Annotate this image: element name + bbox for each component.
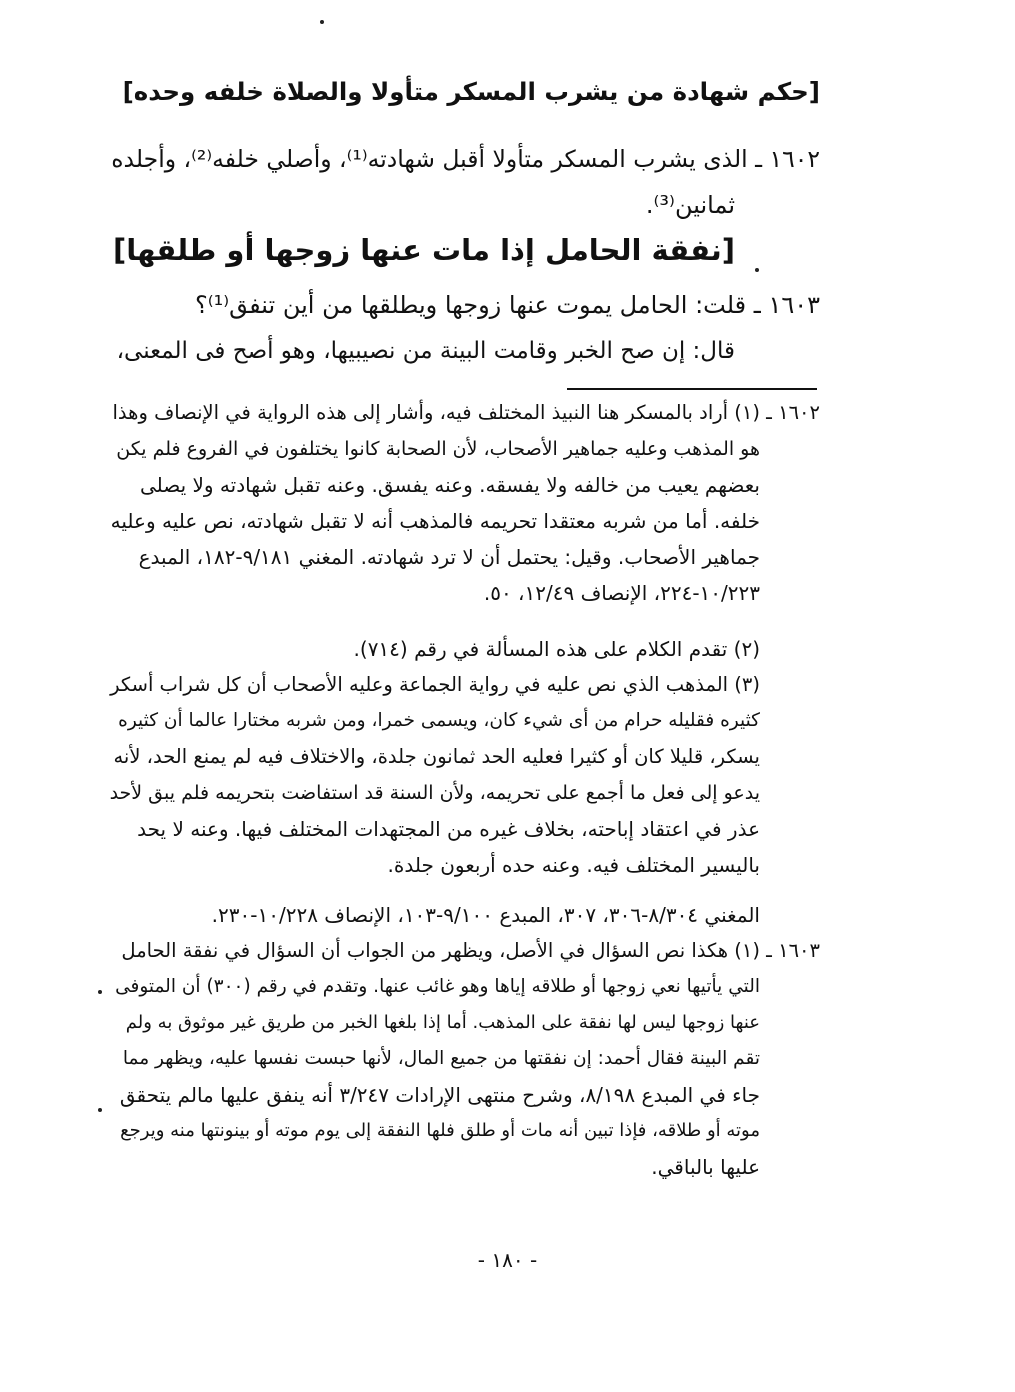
footnote-line: ١٠/٢٢٣-٢٢٤، الإنصاف ١٢/٤٩، ٥٠. xyxy=(483,581,760,605)
paragraph-1603-line-1: ١٦٠٣ ـ قلت: الحامل يموت عنها زوجها ويطلقها من أين تنفق⁽¹⁾؟ xyxy=(194,291,820,319)
footnote-line: عذر في اعتقاد إباحته، بخلاف غيره من المجتهدات المختلف فيها. وعنه لا يحد xyxy=(137,817,760,841)
footnote-line: (٢) تقدم الكلام على هذه المسألة في رقم (٧١٤). xyxy=(353,637,760,661)
scan-speck xyxy=(98,1108,102,1112)
paragraph-1602-line-1: ١٦٠٢ ـ الذى يشرب المسكر متأولا أقبل شهادته⁽¹⁾، وأصلي خلفه⁽²⁾، وأجلده xyxy=(111,145,820,173)
section-heading-witness-drinker: [حكم شهادة من يشرب المسكر متأولا والصلاة خلفه وحده] xyxy=(122,77,820,106)
footnote-line: جاء في المبدع ٨/١٩٨، وشرح منتهى الإرادات ٣/٢٤٧ أنه ينفق عليها مالم يتحقق xyxy=(119,1083,760,1107)
footnote-line: تقم البينة فقال أحمد: إن نفقتها من جميع المال، لأنها حبست نفسها عليه، ويظهر مما xyxy=(122,1048,760,1069)
footnote-line: موته أو طلاقه، فإذا تبين أنه مات أو طلق فلها النفقة إلى يوم موته أو بينونتها منه ويرجع xyxy=(120,1120,760,1141)
scan-speck xyxy=(320,20,324,24)
footnote-line: ١٦٠٢ ـ (١) أراد بالمسكر هنا النبيذ المختلف فيه، وأشار إلى هذه الرواية في الإنصاف وهذا xyxy=(112,401,820,424)
footnote-line: باليسير المختلف فيه. وعنه حده أربعون جلدة. xyxy=(387,853,760,877)
footnote-line: عنها زوجها ليس لها نفقة على المذهب. أما إذا بلغها الخبر من طريق غير موثوق به ولم xyxy=(125,1012,760,1033)
footnote-line: (٣) المذهب الذي نص عليه في رواية الجماعة وعليه الأصحاب أن كل شراب أسكر xyxy=(110,673,760,696)
footnote-line: خلفه. أما من شربه معتقدا تحريمه فالمذهب أنه لا تقبل شهادته، نص عليه وعليه xyxy=(110,509,760,533)
scan-speck xyxy=(98,990,102,994)
footnote-line: ١٦٠٣ ـ (١) هكذا نص السؤال في الأصل، ويظهر من الجواب أن السؤال في نفقة الحامل xyxy=(121,939,820,962)
footnote-line: التي يأتيها نعي زوجها أو طلاقه إياها وهو غائب عنها. وتقدم في رقم (٣٠٠) أن المتوفى xyxy=(115,976,760,997)
footnote-line: هو المذهب وعليه جماهير الأصحاب، لأن الصحابة كانوا يختلفون في الفروع فلم يكن xyxy=(116,438,760,460)
page-number: - ١٨٠ - xyxy=(477,1248,538,1272)
scan-speck xyxy=(755,268,759,272)
paragraph-1603-line-2: قال: إن صح الخبر وقامت البينة من نصيبيها، وهو أصح فى المعنى، xyxy=(116,338,735,364)
footnote-line: المغني ٨/٣٠٤-٣٠٦، ٣٠٧، المبدع ٩/١٠٠-١٠٣، الإنصاف ١٠/٢٢٨-٢٣٠. xyxy=(211,903,760,927)
footnote-line: عليها بالباقي. xyxy=(651,1155,760,1179)
footnote-line: يدعو إلى فعل ما أجمع على تحريمه، ولأن السنة قد استفاضت بتحريمه فلم يبق لأحد xyxy=(109,782,760,804)
footnote-divider xyxy=(567,388,817,390)
section-heading-pregnant-maintenance: [نفقة الحامل إذا مات عنها زوجها أو طلقها] xyxy=(113,233,735,267)
paragraph-1602-line-2: ثمانين⁽³⁾. xyxy=(645,191,735,219)
footnote-line: جماهير الأصحاب. وقيل: يحتمل أن لا ترد شهادته. المغني ٩/١٨١-١٨٢، المبدع xyxy=(138,545,760,569)
footnote-line: بعضهم يعيب من خالفه ولا يفسقه. وعنه يفسق. وعنه تقبل شهادته ولا يصلى xyxy=(139,473,760,497)
footnote-line: يسكر، قليلا كان أو كثيرا فعليه الحد ثمانون جلدة، والاختلاف فيه لم يمنع الحد، لأنه xyxy=(113,745,760,768)
footnote-line: كثيره فقليله حرام من أى شيء كان، ويسمى خمرا، ومن شربه مختارا عالما أن كثيره xyxy=(118,710,760,731)
